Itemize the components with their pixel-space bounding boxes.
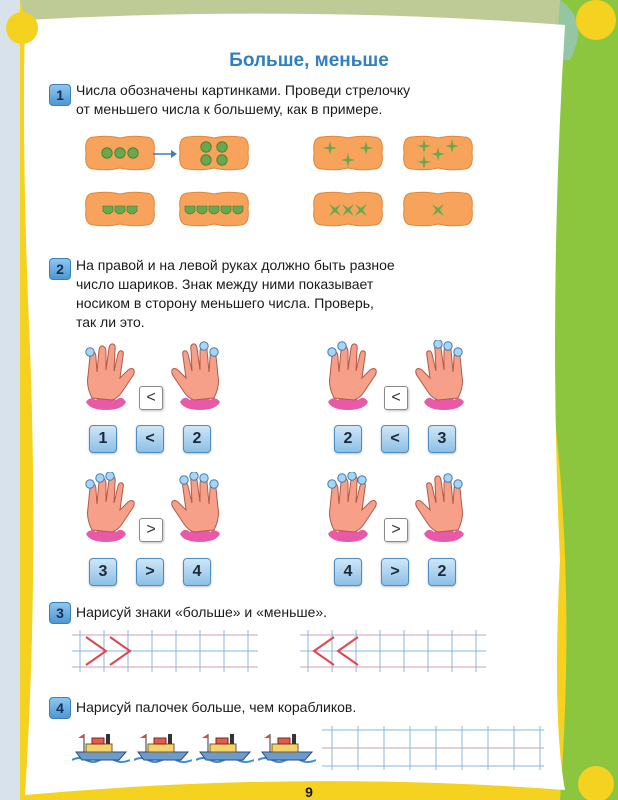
task-1-number: 1 [49,84,71,106]
task-3-text: Нарисуй знаки «больше» и «меньше». [76,604,328,620]
ship-flag [140,734,146,738]
number-picture-hearts-5[interactable] [178,190,250,228]
ship-funnel [106,734,110,744]
writing-grid-sticks[interactable] [322,726,544,770]
task-2-line-3: носиком в сторону меньшего числа. Проверь, [76,295,374,311]
tile-2-left: 2 [334,425,362,453]
left-hand-4 [320,472,380,544]
writing-grid-greater[interactable] [72,630,258,672]
tile-1-right: 2 [183,425,211,453]
number-picture-stars-3[interactable] [312,134,384,172]
finger-ball [328,480,336,488]
ship-3 [196,730,254,764]
number-picture-crosses-3[interactable] [312,190,384,228]
circle-shape [217,142,227,152]
circle-shape [201,142,211,152]
left-hand-3 [78,472,138,544]
finger-ball [200,342,208,350]
right-hand-3 [168,472,228,544]
ship-4 [258,730,316,764]
writing-grid-less[interactable] [300,630,486,672]
heart-shape [103,206,113,214]
hand-sign-2: < [384,386,408,410]
number-picture-circles-3[interactable] [84,134,156,172]
finger-ball [444,474,452,482]
finger-ball [210,348,218,356]
ship-bridge [154,738,166,744]
ship-cabin [86,744,112,752]
task-2-line-4: так ли это. [76,314,145,330]
tile-4-left: 4 [334,558,362,586]
task-2-line-2: число шариков. Знак между ними показывает [76,276,374,292]
left-hand-2 [320,340,380,412]
ship-bridge [92,738,104,744]
finger-ball [96,474,104,482]
right-hand-2 [412,340,472,412]
example-arrow [152,148,178,160]
tile-1-op: < [136,425,164,453]
heart-shape [209,206,219,214]
finger-ball [444,342,452,350]
ship-cabin [148,744,174,752]
tile-4-op: > [381,558,409,586]
tile-2-op: < [381,425,409,453]
right-hand-4 [412,472,472,544]
task-1-text [76,81,496,119]
circle-shape [115,148,125,158]
task-2-text [76,256,506,332]
hand-sign-4: > [384,518,408,542]
ship-bridge [278,738,290,744]
tile-1-left: 1 [89,425,117,453]
tile-3-right: 4 [183,558,211,586]
ship-flag [202,734,208,738]
heart-shape [233,206,243,214]
hand-sign-3: > [139,518,163,542]
right-hand-1 [168,340,228,412]
finger-ball [348,472,356,480]
finger-ball [200,474,208,482]
number-picture-crosses-1[interactable] [402,190,474,228]
ship-funnel [292,734,296,744]
finger-ball [86,348,94,356]
finger-ball [338,474,346,482]
left-hand-1 [78,340,138,412]
ship-cabin [272,744,298,752]
page-number: 9 [305,784,313,800]
heart-shape [197,206,207,214]
number-picture-stars-4[interactable] [402,134,474,172]
ship-1 [72,730,130,764]
ship-funnel [230,734,234,744]
circle-shape [128,148,138,158]
page-title: Больше, меньше [229,50,389,71]
number-picture-hearts-3[interactable] [84,190,156,228]
heart-shape [185,206,195,214]
finger-ball [328,348,336,356]
tile-3-op: > [136,558,164,586]
finger-ball [86,480,94,488]
finger-ball [434,340,442,348]
finger-ball [454,348,462,356]
finger-ball [338,342,346,350]
finger-ball [210,480,218,488]
ship-hull [138,752,188,760]
tile-4-right: 2 [428,558,456,586]
hand-sign-1: < [139,386,163,410]
ship-hull [262,752,312,760]
number-picture-circles-4[interactable] [178,134,250,172]
heart-shape [221,206,231,214]
ship-bridge [216,738,228,744]
ship-hull [76,752,126,760]
circle-shape [201,155,211,165]
ship-hull [200,752,250,760]
finger-ball [180,476,188,484]
ship-flag [78,734,84,738]
task-2-line-1: На правой и на левой руках должно быть разное [76,257,395,273]
task-2-number: 2 [49,258,71,280]
finger-ball [454,480,462,488]
task-1-line-2: от меньшего числа к большему, как в примере. [76,101,383,117]
finger-ball [190,472,198,480]
task-4-text: Нарисуй палочек больше, чем корабликов. [76,699,357,715]
tile-2-right: 3 [428,425,456,453]
finger-ball [106,472,114,480]
number-picture-background [180,136,249,170]
tile-3-left: 3 [89,558,117,586]
circle-shape [102,148,112,158]
task-1-line-1: Числа обозначены картинками. Проведи стрелочку [76,82,411,98]
ship-2 [134,730,192,764]
ship-cabin [210,744,236,752]
heart-shape [115,206,125,214]
circle-shape [217,155,227,165]
task-4-number: 4 [49,697,71,719]
ship-funnel [168,734,172,744]
task-3-number: 3 [49,602,71,624]
heart-shape [127,206,137,214]
finger-ball [358,476,366,484]
ship-flag [264,734,270,738]
